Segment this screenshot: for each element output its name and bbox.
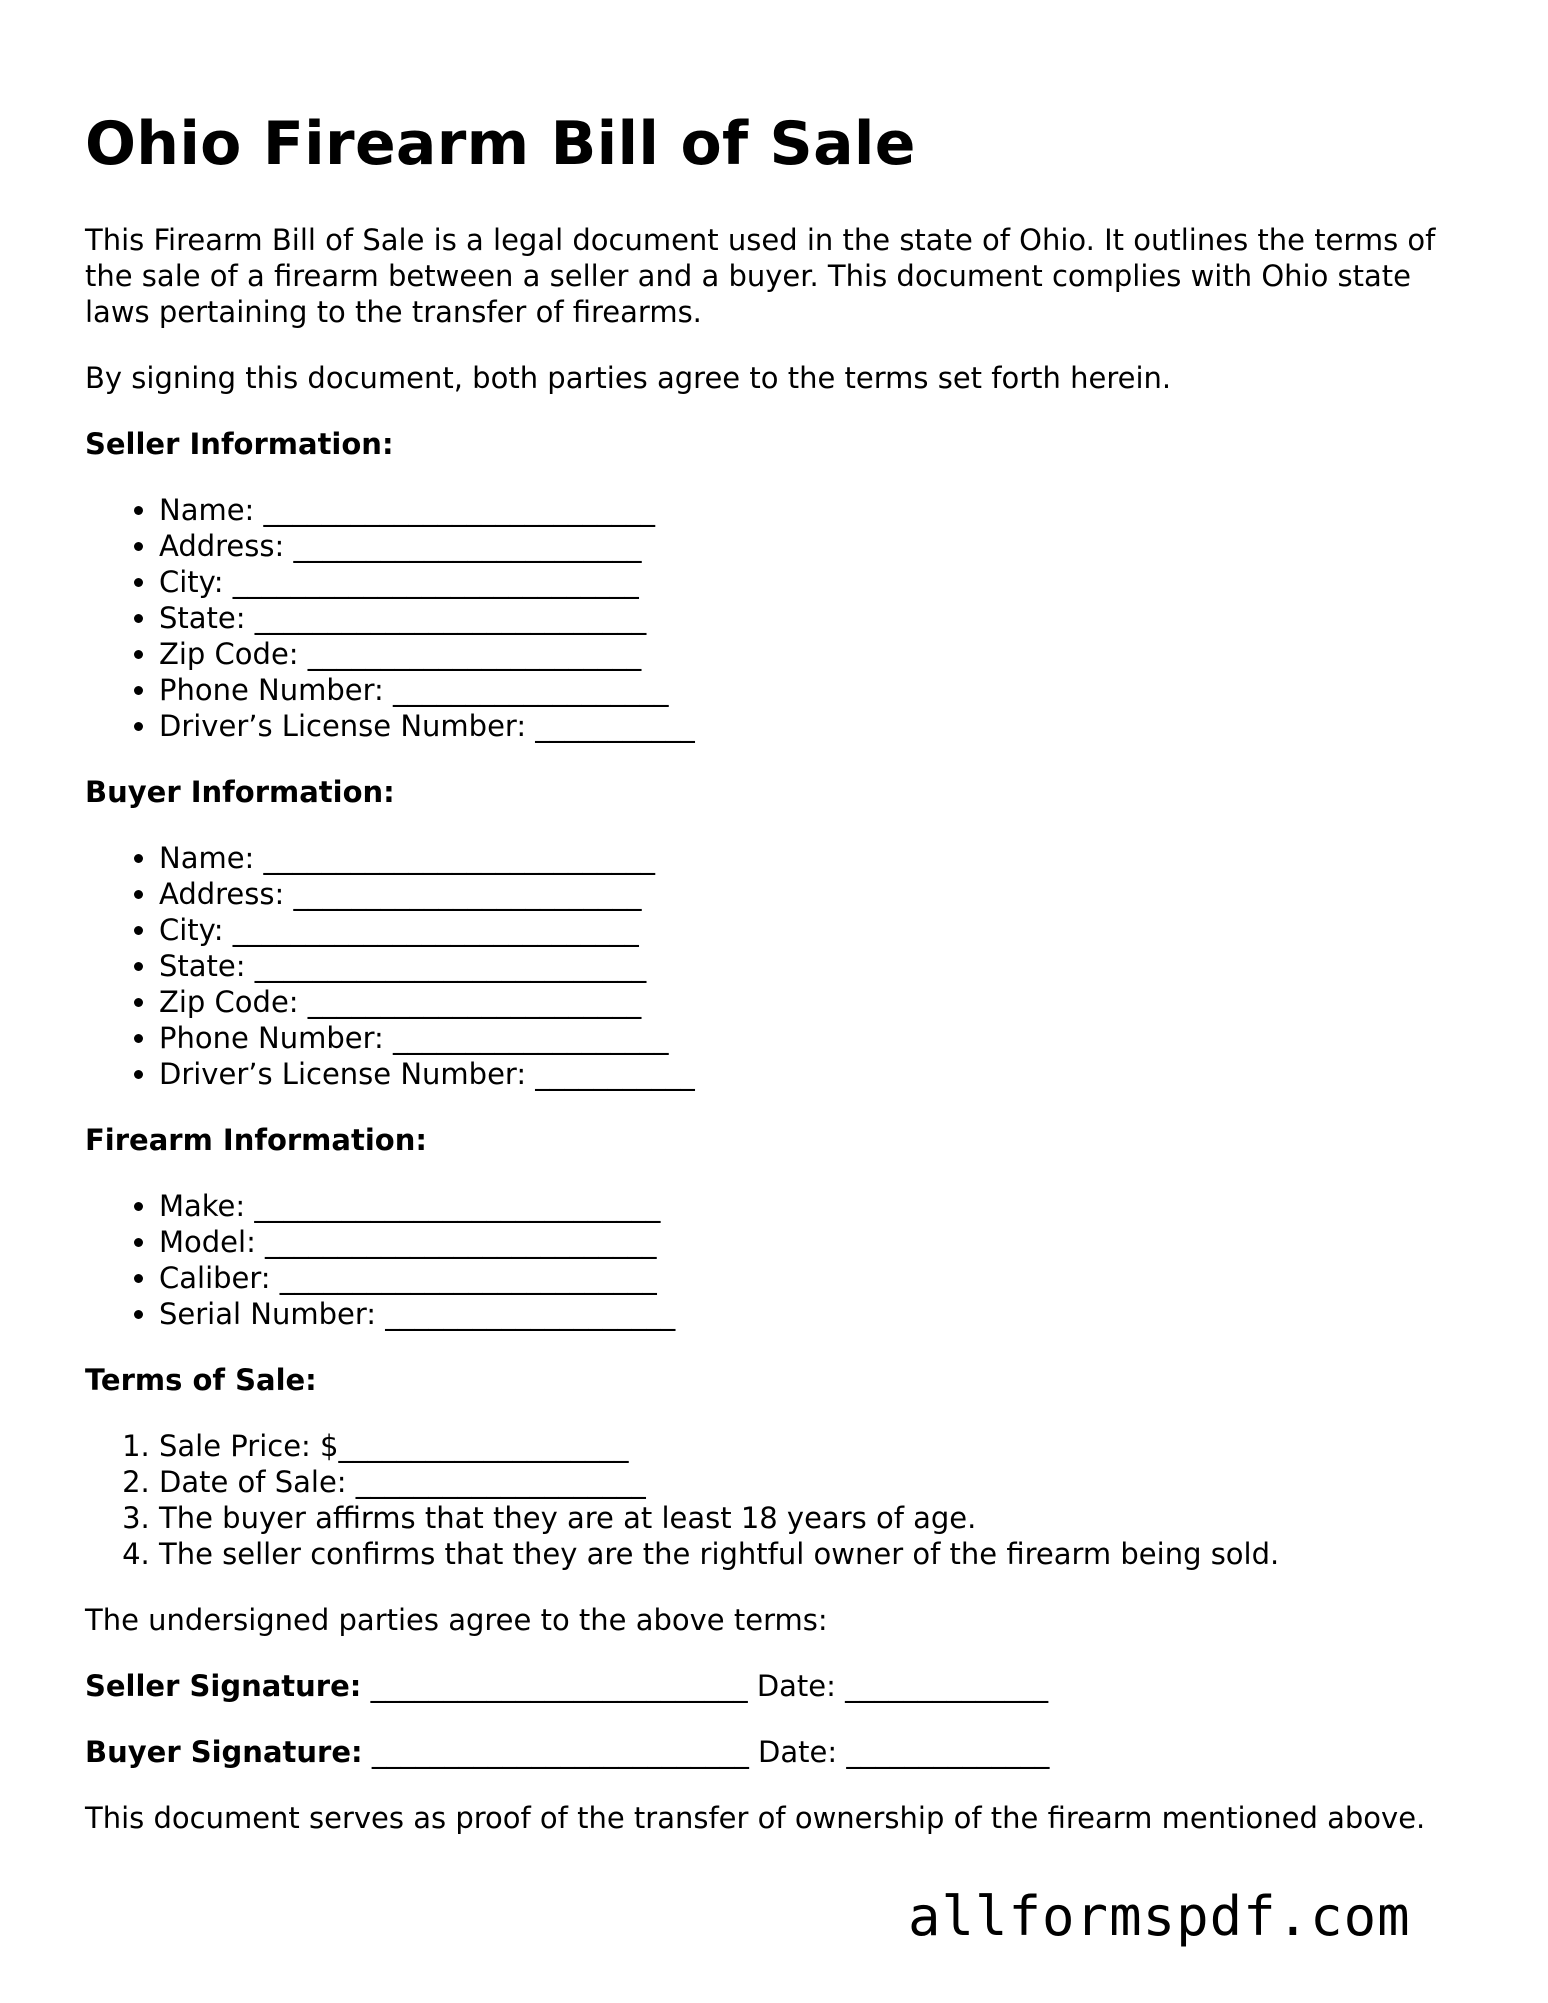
seller-license-field[interactable]: • Driver’s License Number: ___________	[159, 708, 1465, 744]
terms-section-heading: Terms of Sale:	[85, 1363, 317, 1397]
seller-city-field[interactable]: • City: ____________________________	[159, 564, 1465, 600]
firearm-caliber-field[interactable]: • Caliber: __________________________	[159, 1260, 1465, 1296]
buyer-fields-list	[85, 840, 1465, 1092]
seller-signature-field[interactable]: __________________________ Date: ______________	[370, 1669, 1049, 1703]
buyer-city-field[interactable]: • City: ____________________________	[159, 912, 1465, 948]
buyer-address-field[interactable]: • Address: ________________________	[159, 876, 1465, 912]
intro-paragraph: This Firearm Bill of Sale is a legal document used in the state of Ohio. It outlines the terms of the sale of a firearm between a seller and a buyer. This document complies with Ohio state laws pertaining to the transfer of firearms.	[85, 223, 1436, 329]
closing-paragraph: This document serves as proof of the transfer of ownership of the firearm mentioned above.	[85, 1801, 1426, 1835]
seller-phone-field[interactable]: • Phone Number: ___________________	[159, 672, 1465, 708]
document-title: Ohio Firearm Bill of Sale	[85, 109, 916, 179]
buyer-name-field[interactable]: • Name: ___________________________	[159, 840, 1465, 876]
buyer-signature-row[interactable]	[85, 1734, 1465, 1770]
seller-zip-field[interactable]: • Zip Code: _______________________	[159, 636, 1465, 672]
buyer-section-heading: Buyer Information:	[85, 775, 395, 809]
buyer-zip-field[interactable]: • Zip Code: _______________________	[159, 984, 1465, 1020]
firearm-model-field[interactable]: • Model: ___________________________	[159, 1224, 1465, 1260]
buyer-license-field[interactable]: • Driver’s License Number: ___________	[159, 1056, 1465, 1092]
seller-signature-row[interactable]	[85, 1668, 1465, 1704]
buyer-phone-field[interactable]: • Phone Number: ___________________	[159, 1020, 1465, 1056]
buyer-signature-field[interactable]: __________________________ Date: ______________	[371, 1735, 1050, 1769]
sale-price-field[interactable]: 1. Sale Price: $____________________	[159, 1428, 1465, 1464]
document-page	[85, 108, 1465, 1836]
buyer-state-field[interactable]: • State: ___________________________	[159, 948, 1465, 984]
seller-signature-label: Seller Signature:	[85, 1669, 362, 1703]
seller-state-field[interactable]: • State: ___________________________	[159, 600, 1465, 636]
site-watermark: allformspdf.com	[908, 1885, 1411, 1948]
firearm-make-field[interactable]: • Make: ____________________________	[159, 1188, 1465, 1224]
seller-name-field[interactable]: • Name: ___________________________	[159, 492, 1465, 528]
buyer-age-term: 3. The buyer affirms that they are at least 18 years of age.	[159, 1500, 1465, 1536]
terms-list	[85, 1428, 1465, 1572]
signatures-prompt: The undersigned parties agree to the above terms:	[85, 1603, 828, 1637]
seller-address-field[interactable]: • Address: ________________________	[159, 528, 1465, 564]
firearm-serial-field[interactable]: • Serial Number: ____________________	[159, 1296, 1465, 1332]
seller-section-heading: Seller Information:	[85, 427, 394, 461]
seller-fields-list	[85, 492, 1465, 744]
firearm-fields-list	[85, 1188, 1465, 1332]
firearm-section-heading: Firearm Information:	[85, 1123, 427, 1157]
agreement-paragraph: By signing this document, both parties agree to the terms set forth herein.	[85, 361, 1172, 395]
buyer-signature-label: Buyer Signature:	[85, 1735, 363, 1769]
sale-date-field[interactable]: 2. Date of Sale: ____________________	[159, 1464, 1465, 1500]
seller-ownership-term: 4. The seller confirms that they are the rightful owner of the firearm being sold.	[159, 1536, 1465, 1572]
